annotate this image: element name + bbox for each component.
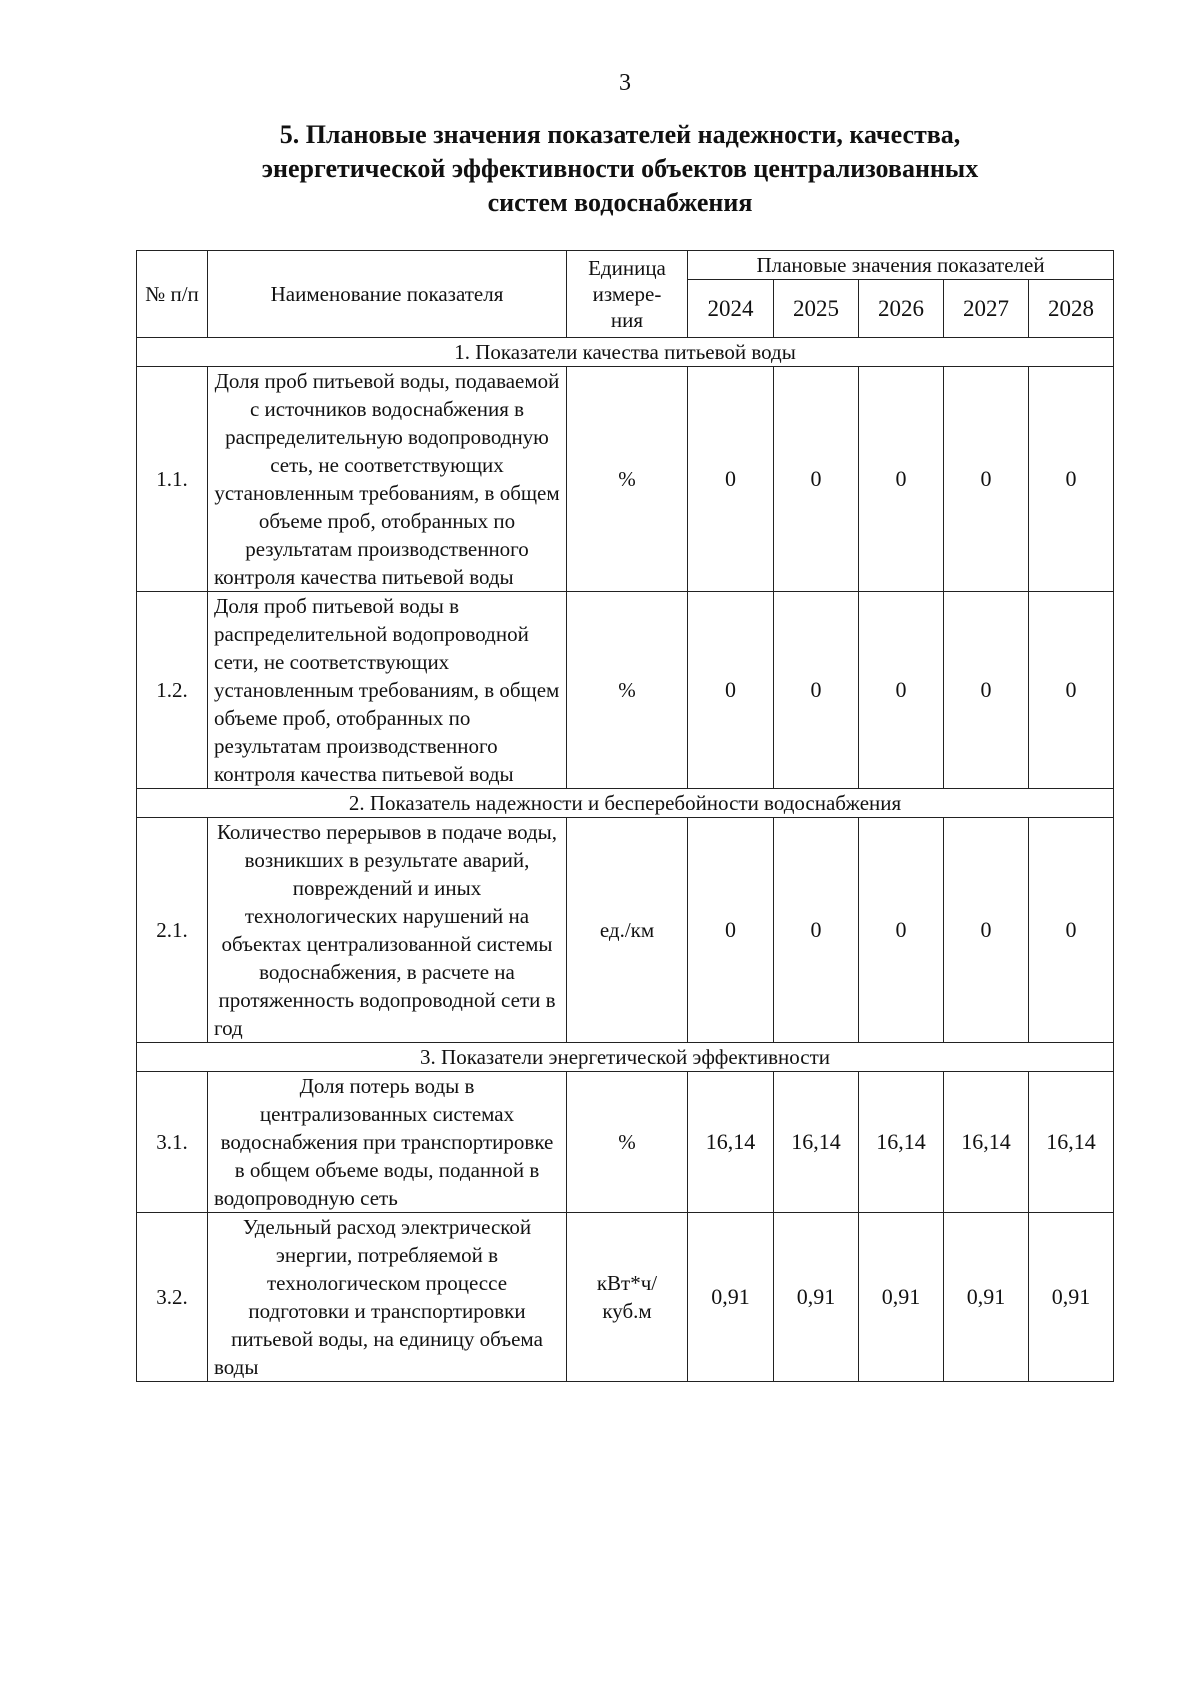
header-name: Наименование показателя xyxy=(208,251,567,338)
value-cell: 0 xyxy=(859,367,944,592)
header-year: 2028 xyxy=(1029,280,1114,338)
section-title: 1. Показатели качества питьевой воды xyxy=(137,338,1114,367)
header-unit: Единица измере-ния xyxy=(567,251,688,338)
value-cell: 0 xyxy=(774,367,859,592)
indicator-name: Количество перерывов в подаче воды, возникших в результате аварий, повреждений и иных технологических нарушений на объектах централизованной системы водоснабжения, в расчете на протяженность водопроводной сети в год xyxy=(208,818,567,1043)
row-number: 1.2. xyxy=(137,592,208,789)
indicator-name: Удельный расход электрической энергии, потребляемой в технологическом процессе подготовки и транспортировки питьевой воды, на единицу объема воды xyxy=(208,1213,567,1382)
title-line: систем водоснабжения xyxy=(487,188,753,217)
value-cell: 0 xyxy=(1029,818,1114,1043)
header-year: 2024 xyxy=(688,280,774,338)
page-number: 3 xyxy=(619,70,631,96)
section-title: 2. Показатель надежности и бесперебойности водоснабжения xyxy=(137,789,1114,818)
value-cell: 16,14 xyxy=(774,1072,859,1213)
value-cell: 16,14 xyxy=(688,1072,774,1213)
value-cell: 0,91 xyxy=(944,1213,1029,1382)
document-title xyxy=(170,118,1070,220)
value-cell: 0 xyxy=(688,818,774,1043)
section-row xyxy=(137,338,1114,367)
row-number: 2.1. xyxy=(137,818,208,1043)
value-cell: 0 xyxy=(688,367,774,592)
table-row xyxy=(137,592,1114,789)
header-year: 2025 xyxy=(774,280,859,338)
value-cell: 0 xyxy=(1029,592,1114,789)
value-cell: 0 xyxy=(774,592,859,789)
header-num: № п/п xyxy=(137,251,208,338)
row-number: 3.1. xyxy=(137,1072,208,1213)
header-year: 2026 xyxy=(859,280,944,338)
title-line: энергетической эффективности объектов централизованных xyxy=(261,154,979,183)
unit-cell: % xyxy=(567,367,688,592)
indicator-name: Доля потерь воды в централизованных системах водоснабжения при транспортировке в общем объеме воды, поданной в водопроводную сеть xyxy=(208,1072,567,1213)
value-cell: 0,91 xyxy=(774,1213,859,1382)
value-cell: 16,14 xyxy=(1029,1072,1114,1213)
unit-cell: кВт*ч/ куб.м xyxy=(567,1213,688,1382)
value-cell: 0 xyxy=(688,592,774,789)
value-cell: 0,91 xyxy=(859,1213,944,1382)
value-cell: 0 xyxy=(774,818,859,1043)
title-line: 5. Плановые значения показателей надежности, качества, xyxy=(279,120,961,149)
header-planned-values: Плановые значения показателей xyxy=(688,251,1114,280)
value-cell: 0 xyxy=(859,592,944,789)
value-cell: 0,91 xyxy=(1029,1213,1114,1382)
header-year: 2027 xyxy=(944,280,1029,338)
value-cell: 0 xyxy=(944,367,1029,592)
table-row xyxy=(137,367,1114,592)
unit-cell: % xyxy=(567,1072,688,1213)
unit-cell: % xyxy=(567,592,688,789)
section-title: 3. Показатели энергетической эффективности xyxy=(137,1043,1114,1072)
value-cell: 0 xyxy=(944,818,1029,1043)
section-row xyxy=(137,789,1114,818)
section-row xyxy=(137,1043,1114,1072)
table-row xyxy=(137,818,1114,1043)
value-cell: 16,14 xyxy=(859,1072,944,1213)
indicators-table xyxy=(136,250,1114,1382)
indicator-name: Доля проб питьевой воды, подаваемой с источников водоснабжения в распределительную водопроводную сеть, не соответствующих установленным требованиям, в общем объеме проб, отобранных по результатам производственного контроля качества питьевой воды xyxy=(208,367,567,592)
row-number: 1.1. xyxy=(137,367,208,592)
indicator-name: Доля проб питьевой воды в распределительной водопроводной сети, не соответствующих установленным требованиям, в общем объеме проб, отобранных по результатам производственного контроля качества питьевой воды xyxy=(208,592,567,789)
table-row xyxy=(137,1072,1114,1213)
row-number: 3.2. xyxy=(137,1213,208,1382)
value-cell: 16,14 xyxy=(944,1072,1029,1213)
value-cell: 0 xyxy=(1029,367,1114,592)
value-cell: 0 xyxy=(944,592,1029,789)
table-row xyxy=(137,1213,1114,1382)
unit-cell: ед./км xyxy=(567,818,688,1043)
value-cell: 0 xyxy=(859,818,944,1043)
value-cell: 0,91 xyxy=(688,1213,774,1382)
